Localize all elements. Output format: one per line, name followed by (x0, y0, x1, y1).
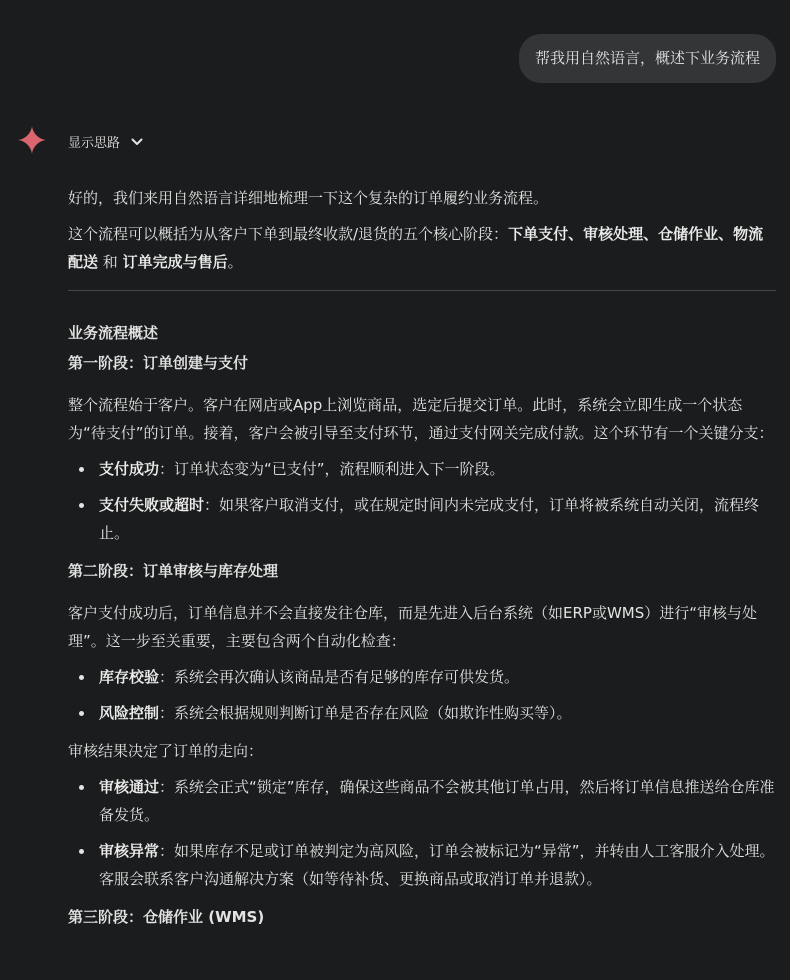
assistant-response (68, 184, 776, 945)
summary-final-stage-bold: 订单完成与售后 (122, 253, 228, 271)
bullet-text: ：系统会根据规则判断订单是否存在风险（如欺诈性购买等）。 (159, 704, 572, 722)
summary-prefix: 这个流程可以概括为从客户下单到最终收款/退货的五个核心阶段： (68, 225, 509, 243)
bullet-text: ：如果库存不足或订单被判定为高风险，订单会被标记为“异常”，并转由人工客服介入处理。客服会联系客户沟通解决方案（如等待补货、更换商品或取消订单并退款）。 (99, 842, 775, 888)
stage1-paragraph: 整个流程始于客户。客户在网店或App上浏览商品，选定后提交订单。此时，系统会立即生成一个状态为“待支付”的订单。接着，客户会被引导至支付环节，通过支付网关完成付款。这个环节有一个关键分支： (68, 396, 774, 442)
list-item (99, 837, 776, 893)
list-item (99, 773, 776, 829)
bullet-text: ：如果客户取消支付，或在规定时间内未完成支付，订单将被系统自动关闭，流程终止。 (99, 496, 760, 542)
user-message-text: 帮我用自然语言，概述下业务流程 (534, 49, 760, 67)
gemini-sparkle-icon (18, 126, 46, 154)
bullet-text: ：订单状态变为“已支付”，流程顺利进入下一阶段。 (159, 460, 505, 478)
bullet-label: 审核通过 (99, 778, 160, 796)
user-message-bubble (519, 34, 776, 83)
stage2-result-paragraph: 审核结果决定了订单的走向： (68, 742, 264, 760)
show-thinking-toggle[interactable] (68, 132, 144, 151)
stage2-checks-list (68, 663, 776, 727)
stage2-heading: 第二阶段：订单审核与库存处理 (68, 562, 279, 580)
bullet-label: 支付成功 (99, 460, 160, 478)
summary-end: 。 (227, 253, 243, 271)
chevron-down-icon (130, 135, 144, 149)
bullet-text: ：系统会再次确认该商品是否有足够的库存可供发货。 (159, 668, 520, 686)
overview-heading: 业务流程概述 (68, 324, 159, 342)
show-thinking-label: 显示思路 (68, 136, 121, 151)
response-intro: 好的，我们来用自然语言详细地梳理一下这个复杂的订单履约业务流程。 (68, 189, 549, 207)
section-divider (68, 290, 776, 291)
stage2-results-list (68, 773, 776, 893)
stage3-heading: 第三阶段：仓储作业 (WMS) (68, 908, 265, 926)
response-summary (68, 220, 776, 276)
stage1-heading: 第一阶段：订单创建与支付 (68, 354, 249, 372)
bullet-text: ：系统会正式“锁定”库存，确保这些商品不会被其他订单占用，然后将订单信息推送给仓库准备发货。 (99, 778, 775, 824)
list-item (99, 455, 776, 483)
summary-stages-bold: 下单支付、审核处理、仓储作业、物流配送 (68, 225, 764, 271)
stage2-paragraph: 客户支付成功后，订单信息并不会直接发往仓库，而是先进入后台系统（如ERP或WMS）进行“审核与处理”。这一步至关重要，主要包含两个自动化检查： (68, 604, 758, 650)
list-item (99, 699, 776, 727)
bullet-label: 风险控制 (99, 704, 160, 722)
bullet-label: 支付失败或超时 (99, 496, 205, 514)
scroll-fade (0, 940, 790, 980)
list-item (99, 491, 776, 547)
summary-and: 和 (98, 253, 123, 271)
bullet-label: 库存校验 (99, 668, 160, 686)
list-item (99, 663, 776, 691)
stage1-list (68, 455, 776, 547)
bullet-label: 审核异常 (99, 842, 160, 860)
